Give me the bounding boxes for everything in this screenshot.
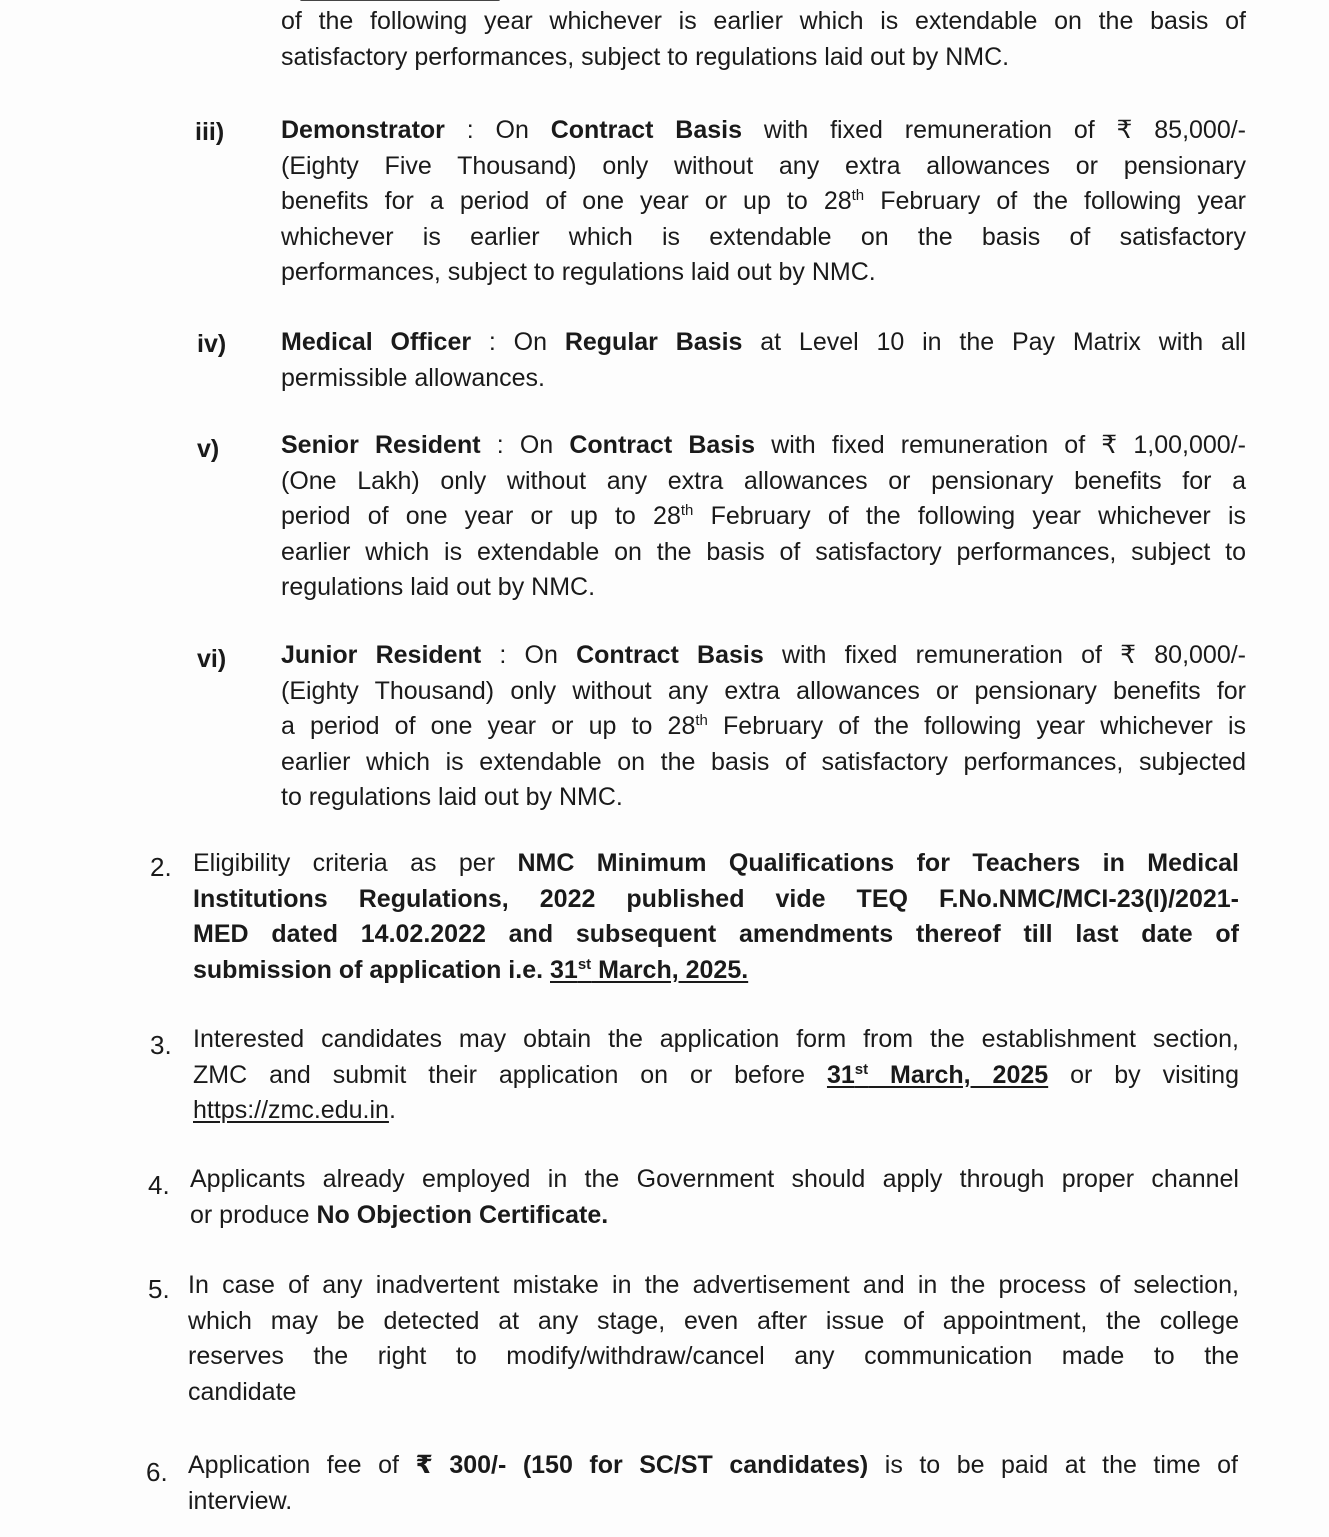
text-line (193, 1093, 1239, 1129)
text-line (188, 1448, 1238, 1484)
text-line (193, 846, 1239, 882)
text-fragment: February of the following year whichever is (707, 712, 1246, 740)
text-fragment: at Level 10 in the Pay Matrix with all (742, 328, 1246, 356)
item-number: 2. (150, 852, 172, 882)
text-line: satisfactory performances, subject to regulations laid out by NMC. (281, 42, 1010, 71)
text-line: (Eighty Five Thousand) only without any extra allowances or pensionary (281, 151, 1246, 180)
item-number: 3. (150, 1030, 172, 1060)
text-line: reserves the right to modify/withdraw/cancel any communication made to the (188, 1342, 1239, 1370)
deadline-date (827, 1061, 1048, 1089)
text-line (281, 184, 1246, 220)
text-line: Applicants already employed in the Government should apply through proper channel (190, 1165, 1239, 1193)
item-number: 4. (148, 1170, 170, 1200)
text-line: In case of any inadvertent mistake in the advertisement and in the process of selection, (188, 1271, 1239, 1299)
text-fragment: is to be paid at the time of (868, 1451, 1238, 1479)
item-application-form (193, 1022, 1239, 1129)
text-line (281, 113, 1246, 149)
post-title: Demonstrator (281, 116, 445, 144)
text-fragment: ZMC and submit their application on or before (193, 1060, 827, 1089)
text-line (190, 1198, 1239, 1234)
item-number: 6. (146, 1457, 168, 1487)
text-fragment: : On (480, 431, 570, 459)
top-rule-divider (300, 0, 500, 1)
text-line: regulations laid out by NMC. (281, 573, 596, 601)
text-fragment: with fixed remuneration of ₹ 80,000/- (763, 641, 1246, 669)
website-link[interactable]: https://zmc.edu.in (193, 1096, 389, 1124)
fee-amount: ₹ 300/- (150 for SC/ST candidates) (415, 1451, 869, 1479)
ordinal-suffix: st (577, 955, 592, 973)
ordinal-suffix: th (680, 502, 694, 519)
text-fragment: a period of one year or up to 28 (281, 712, 696, 740)
text-fragment: with fixed remuneration of ₹ 1,00,000/- (755, 431, 1246, 459)
text-fragment: benefits for a period of one year or up to 28 (281, 187, 852, 215)
text-fragment: submission of application i.e. (193, 955, 550, 984)
text-fragment: . (388, 1096, 396, 1124)
post-title: Medical Officer (281, 328, 472, 356)
text-fragment: : On (471, 328, 565, 356)
text-line: interview. (188, 1486, 293, 1515)
ordinal-suffix: th (851, 187, 865, 204)
text-line (281, 709, 1246, 745)
sub-item-senior-resident (281, 428, 1246, 606)
text-fragment: or by visiting (1048, 1060, 1239, 1089)
sub-item-marker: v) (197, 435, 220, 463)
date-rest: March, 2025. (591, 955, 749, 984)
text-fragment: February of the following year (864, 187, 1247, 215)
text-fragment: period of one year or up to 28 (281, 502, 681, 530)
text-line: earlier which is extendable on the basis of satisfactory performances, subject to (281, 537, 1246, 566)
sub-item-medical-officer (281, 325, 1246, 396)
text-line: earlier which is extendable on the basis of satisfactory performances, subjected (281, 747, 1246, 776)
text-line: of the following year whichever is earlier which is extendable on the basis of (281, 7, 1246, 35)
text-line (193, 953, 1239, 989)
post-title: Junior Resident (281, 641, 482, 669)
text-line: to regulations laid out by NMC. (281, 783, 623, 811)
ordinal-suffix: st (854, 1060, 869, 1078)
text-line (193, 1058, 1239, 1094)
date-rest: March, 2025 (868, 1060, 1049, 1089)
item-number: 5. (148, 1274, 170, 1304)
date-day: 31 (550, 955, 578, 984)
text-fragment: Application fee of (188, 1451, 416, 1479)
sub-item-junior-resident (281, 638, 1246, 816)
text-line (281, 325, 1246, 361)
date-day: 31 (826, 1060, 855, 1089)
item-noc (190, 1162, 1239, 1233)
text-fragment: with fixed remuneration of ₹ 85,000/- (742, 116, 1246, 144)
regulation-title: NMC Minimum Qualifications for Teachers in Medical (517, 849, 1240, 877)
sub-item-marker: iii) (195, 118, 225, 146)
item-eligibility (193, 846, 1239, 988)
text-line: (One Lakh) only without any extra allowances or pensionary benefits for a (281, 466, 1246, 495)
text-line: MED dated 14.02.2022 and subsequent amendments thereof till last date of (193, 920, 1239, 948)
sub-item-demonstrator (281, 113, 1246, 291)
text-fragment: : On (481, 641, 577, 669)
text-line: performances, subject to regulations laid out by NMC. (281, 258, 876, 286)
text-line: (Eighty Thousand) only without any extra allowances or pensionary benefits for (281, 676, 1246, 705)
text-line: candidate (188, 1377, 297, 1406)
continuation-paragraph (281, 4, 1246, 75)
basis-label: Regular Basis (564, 328, 743, 356)
text-line: which may be detected at any stage, even after issue of appointment, the college (188, 1306, 1239, 1335)
text-line: Interested candidates may obtain the application form from the establishment section, (193, 1025, 1239, 1053)
ordinal-suffix: th (695, 712, 708, 729)
basis-label: Contract Basis (576, 641, 764, 669)
text-line: whichever is earlier which is extendable on the basis of satisfactory (281, 222, 1246, 251)
text-line: permissible allowances. (281, 363, 546, 392)
text-fragment: Eligibility criteria as per (193, 849, 518, 877)
basis-label: Contract Basis (569, 431, 756, 459)
text-line (281, 638, 1246, 674)
text-line (281, 499, 1246, 535)
sub-item-marker: iv) (197, 330, 227, 358)
sub-item-marker: vi) (197, 645, 227, 673)
text-fragment: or produce (190, 1200, 317, 1229)
basis-label: Contract Basis (550, 116, 743, 144)
text-fragment: : On (444, 116, 551, 144)
item-application-fee (188, 1448, 1238, 1519)
text-fragment: February of the following year whichever is (693, 502, 1246, 530)
text-line (281, 428, 1246, 464)
text-line: Institutions Regulations, 2022 published vide TEQ F.No.NMC/MCI-23(I)/2021- (193, 884, 1239, 913)
deadline-date (550, 956, 748, 984)
item-disclaimer (188, 1268, 1239, 1410)
post-title: Senior Resident (281, 431, 481, 459)
noc-label: No Objection Certificate. (316, 1200, 609, 1229)
